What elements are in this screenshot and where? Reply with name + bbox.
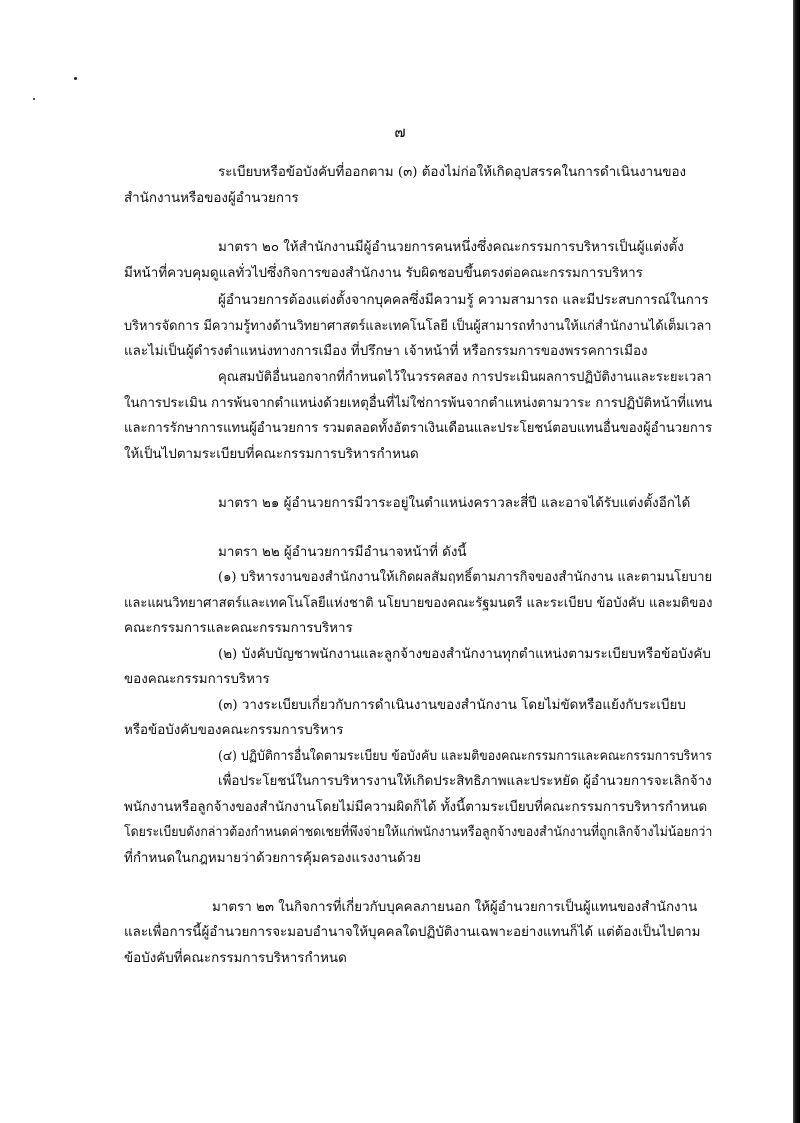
text-line: และไม่เป็นผู้ดำรงตำแหน่งทางการเมือง ที่ปรึกษา เจ้าหน้าที่ หรือกรรมการของพรรคการเมือง [124,344,648,359]
text-line: ผู้อำนวยการต้องแต่งตั้งจากบุคคลซึ่งมีความรู้ ความสามารถ และมีประสบการณ์ในการ [218,293,709,308]
text-line: และการรักษาการแทนผู้อำนวยการ รวมตลอดทั้งอัตราเงินเดือนและประโยชน์ตอบแทนอื่นของผู้อำนวยการ [124,421,713,436]
text-line: และเพื่อการนี้ผู้อำนวยการจะมอบอำนาจให้บุคคลใดปฏิบัติงานเฉพาะอย่างแทนก็ได้ แต่ต้องเป็นไปตาม [124,925,701,940]
text-line: หรือข้อบังคับของคณะกรรมการบริหาร [124,723,344,738]
scan-speck [74,77,77,80]
scan-edge-border [793,0,800,1123]
text-line: (๓) วางระเบียบเกี่ยวกับการดำเนินงานของสำนักงาน โดยไม่ขัดหรือแย้งกับระเบียบ [218,698,686,713]
text-line: (๑) บริหารงานของสำนักงานให้เกิดผลสัมฤทธิ์ตามภารกิจของสำนักงาน และตามนโยบาย [218,570,713,585]
page-number: ๗ [394,123,406,141]
text-line: ระเบียบหรือข้อบังคับที่ออกตาม (๓) ต้องไม่ก่อให้เกิดอุปสรรคในการดำเนินงานของ [218,165,687,180]
text-line: คณะกรรมการและคณะกรรมการบริหาร [124,621,353,636]
text-line: โดยระเบียบดังกล่าวต้องกำหนดค่าชดเชยที่พึงจ่ายให้แก่พนักงานหรือลูกจ้างของสำนักงานที่ถูกเลิกจ้างไม่น้อยกว่า [124,825,713,840]
text-line: ข้อบังคับที่คณะกรรมการบริหารกำหนด [124,951,347,966]
text-line: และแผนวิทยาศาสตร์และเทคโนโลยีแห่งชาติ นโยบายของคณะรัฐมนตรี และระเบียบ ข้อบังคับ และมติของ [124,596,713,611]
text-line: ที่กำหนดในกฎหมายว่าด้วยการคุ้มครองแรงงานด้วย [124,851,422,866]
section-23-heading: มาตรา ๒๓ ในกิจการที่เกี่ยวกับบุคคลภายนอก ให้ผู้อำนวยการเป็นผู้แทนของสำนักงาน [212,900,698,915]
section-21-heading: มาตรา ๒๑ ผู้อำนวยการมีวาระอยู่ในตำแหน่งคราวละสี่ปี และอาจได้รับแต่งตั้งอีกได้ [218,496,691,511]
text-line: มีหน้าที่ควบคุมดูแลทั่วไปซึ่งกิจการของสำนักงาน รับผิดชอบขึ้นตรงต่อคณะกรรมการบริหาร [124,266,643,281]
text-line: พนักงานหรือลูกจ้างของสำนักงานโดยไม่มีความผิดก็ได้ ทั้งนี้ตามระเบียบที่คณะกรรมการบริหารกำหนด [124,800,708,815]
text-line: ให้เป็นไปตามระเบียบที่คณะกรรมการบริหารกำหนด [124,447,419,462]
section-22-heading: มาตรา ๒๒ ผู้อำนวยการมีอำนาจหน้าที่ ดังนี้ [218,545,467,560]
text-line: คุณสมบัติอื่นนอกจากที่กำหนดไว้ในวรรคสอง การประเมินผลการปฏิบัติงานและระยะเวลา [218,370,712,385]
scan-speck [33,98,35,100]
section-20-heading: มาตรา ๒๐ ให้สำนักงานมีผู้อำนวยการคนหนึ่งซึ่งคณะกรรมการบริหารเป็นผู้แต่งตั้ง [218,240,684,255]
text-line: เพื่อประโยชน์ในการบริหารงานให้เกิดประสิทธิภาพและประหยัด ผู้อำนวยการจะเลิกจ้าง [218,774,712,789]
text-line: (๒) บังคับบัญชาพนักงานและลูกจ้างของสำนักงานทุกตำแหน่งตามระเบียบหรือข้อบังคับ [218,647,711,662]
text-line: ของคณะกรรมการบริหาร [124,672,270,687]
text-line: (๔) ปฏิบัติการอื่นใดตามระเบียบ ข้อบังคับ และมติของคณะกรรมการและคณะกรรมการบริหาร [218,749,713,764]
text-line: ในการประเมิน การพ้นจากตำแหน่งด้วยเหตุอื่นที่ไม่ใช่การพ้นจากตำแหน่งตามวาระ การปฏิบัติหน้าที่แทน [124,396,713,411]
text-line: สำนักงานหรือของผู้อำนวยการ [124,191,299,206]
text-line: บริหารจัดการ มีความรู้ทางด้านวิทยาศาสตร์และเทคโนโลยี เป็นผู้สามารถทำงานให้แก่สำนักงานได้เต็มเวลา [124,319,712,334]
